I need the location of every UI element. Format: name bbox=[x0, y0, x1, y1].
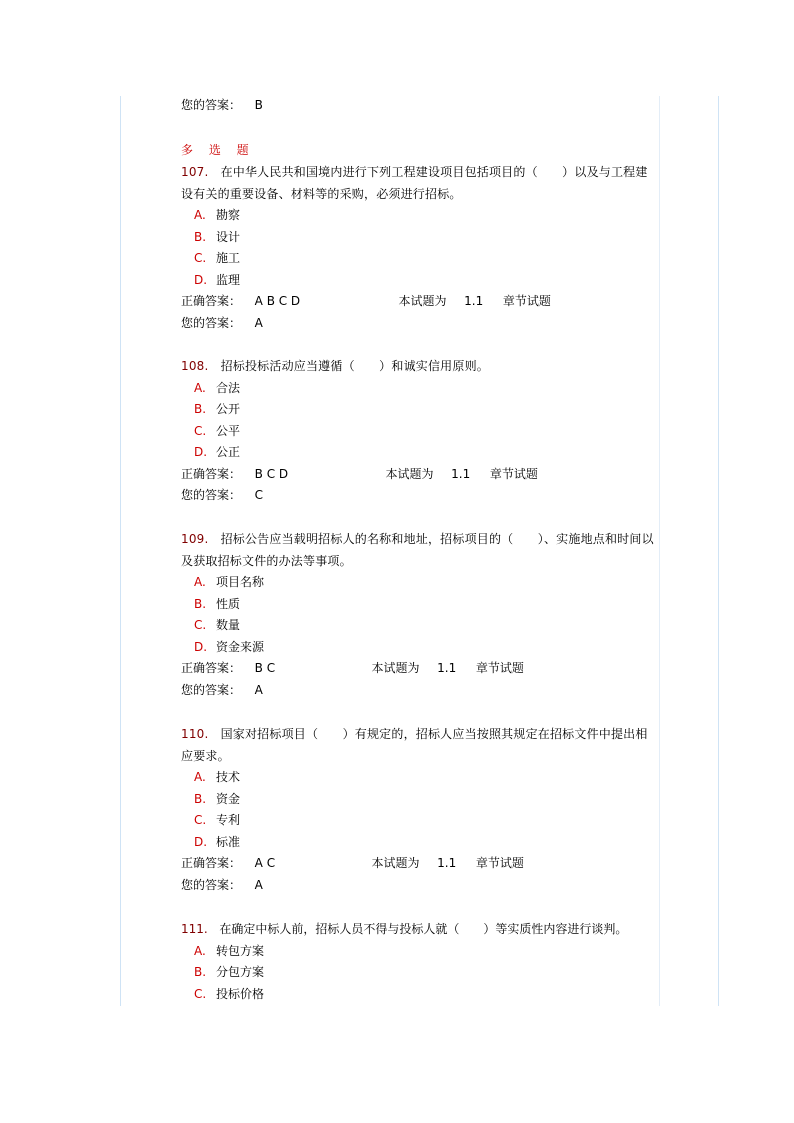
question-stem: 在中华人民共和国境内进行下列工程建设项目包括项目的（ ）以及与工程建设有关的重要设备、材料等的采购，必须进行招标。 bbox=[181, 165, 648, 201]
your-answer-label: 您的答案： bbox=[181, 488, 242, 502]
correct-answer-label: 正确答案： bbox=[181, 294, 242, 308]
option-letter: C. bbox=[194, 251, 207, 265]
section-block bbox=[181, 140, 659, 162]
option-text: 公开 bbox=[216, 402, 241, 416]
option-letter: D. bbox=[194, 639, 208, 654]
question-111 bbox=[181, 919, 659, 1005]
question-110 bbox=[181, 724, 659, 896]
score-value: 1.1 bbox=[437, 661, 457, 675]
correct-answer-value: B C D bbox=[254, 466, 289, 481]
question-number: 109. bbox=[181, 532, 209, 546]
option-letter: B. bbox=[194, 229, 207, 244]
option-letter: C. bbox=[194, 986, 207, 1001]
your-answer-value: C bbox=[254, 488, 264, 502]
your-answer-value: A bbox=[254, 682, 263, 697]
option-a bbox=[181, 205, 659, 227]
score-label: 本试题为 bbox=[371, 856, 420, 870]
correct-answer-label: 正确答案： bbox=[181, 661, 242, 675]
your-answer-label: 您的答案： bbox=[181, 682, 242, 697]
score-value: 1.1 bbox=[464, 294, 484, 308]
question-text bbox=[181, 162, 659, 205]
option-letter: D. bbox=[194, 272, 208, 287]
score-label: 本试题为 bbox=[385, 466, 434, 481]
option-a bbox=[181, 572, 659, 594]
your-answer-row bbox=[181, 875, 659, 897]
your-answer-value: B bbox=[254, 98, 263, 112]
option-text: 数量 bbox=[216, 618, 241, 632]
option-letter: B. bbox=[194, 791, 207, 806]
your-answer-row bbox=[181, 313, 659, 335]
content-right-line bbox=[659, 96, 660, 1006]
option-d bbox=[181, 637, 659, 659]
question-number: 111. bbox=[181, 922, 208, 936]
question-text bbox=[181, 529, 659, 572]
option-text: 施工 bbox=[216, 251, 241, 265]
option-text: 设计 bbox=[216, 229, 241, 244]
chapter-label: 章节试题 bbox=[475, 661, 524, 675]
option-letter: A. bbox=[194, 208, 206, 222]
correct-answer-value: A B C D bbox=[254, 294, 301, 308]
correct-answer-label: 正确答案： bbox=[181, 466, 242, 481]
question-stem: 在确定中标人前，招标人员不得与投标人就（ ）等实质性内容进行谈判。 bbox=[219, 922, 628, 936]
option-b bbox=[181, 399, 659, 421]
option-text: 公正 bbox=[216, 445, 241, 459]
option-text: 专利 bbox=[216, 813, 241, 827]
option-a bbox=[181, 378, 659, 400]
option-d bbox=[181, 442, 659, 464]
option-b bbox=[181, 789, 659, 811]
option-text: 投标价格 bbox=[216, 986, 265, 1001]
chapter-label: 章节试题 bbox=[502, 294, 551, 308]
option-text: 标准 bbox=[216, 834, 241, 849]
your-answer-value: A bbox=[254, 877, 263, 892]
option-a bbox=[181, 941, 659, 963]
question-text bbox=[181, 724, 659, 767]
option-text: 资金 bbox=[216, 791, 241, 806]
question-stem: 国家对招标项目（ ）有规定的，招标人应当按照其规定在招标文件中提出相应要求。 bbox=[181, 727, 648, 763]
option-d bbox=[181, 832, 659, 854]
option-letter: B. bbox=[194, 402, 207, 416]
question-109 bbox=[181, 529, 659, 701]
score-label: 本试题为 bbox=[371, 661, 420, 675]
your-answer-label: 您的答案： bbox=[181, 315, 242, 330]
option-c bbox=[181, 421, 659, 443]
option-b bbox=[181, 962, 659, 984]
question-text bbox=[181, 356, 659, 378]
option-text: 性质 bbox=[216, 596, 241, 611]
chapter-label: 章节试题 bbox=[489, 466, 538, 481]
option-letter: B. bbox=[194, 965, 207, 979]
question-text bbox=[181, 919, 659, 941]
option-letter: A. bbox=[194, 380, 206, 395]
correct-answer-row bbox=[181, 464, 659, 486]
correct-answer-row bbox=[181, 853, 659, 875]
question-108 bbox=[181, 356, 659, 507]
option-text: 监理 bbox=[216, 272, 241, 287]
score-value: 1.1 bbox=[437, 856, 457, 870]
option-letter: C. bbox=[194, 423, 207, 438]
question-107 bbox=[181, 162, 659, 334]
option-d bbox=[181, 270, 659, 292]
correct-answer-label: 正确答案： bbox=[181, 856, 242, 870]
option-c bbox=[181, 615, 659, 637]
option-b bbox=[181, 227, 659, 249]
your-answer-value: A bbox=[254, 315, 263, 330]
option-text: 技术 bbox=[216, 770, 241, 784]
option-c bbox=[181, 248, 659, 270]
right-border-line bbox=[718, 96, 719, 1006]
question-stem: 招标公告应当载明招标人的名称和地址，招标项目的（ ）、实施地点和时间以及获取招标文件的办法等事项。 bbox=[181, 532, 654, 568]
question-stem: 招标投标活动应当遵循（ ）和诚实信用原则。 bbox=[220, 359, 489, 373]
option-letter: D. bbox=[194, 445, 208, 459]
top-answer-block bbox=[181, 95, 659, 117]
score-value: 1.1 bbox=[451, 466, 471, 481]
your-answer-label: 您的答案： bbox=[181, 877, 242, 892]
question-number: 107. bbox=[181, 165, 209, 179]
option-text: 资金来源 bbox=[216, 639, 265, 654]
option-letter: C. bbox=[194, 813, 207, 827]
chapter-label: 章节试题 bbox=[475, 856, 524, 870]
score-label: 本试题为 bbox=[398, 294, 447, 308]
option-a bbox=[181, 767, 659, 789]
correct-answer-row bbox=[181, 658, 659, 680]
correct-answer-value: A C bbox=[254, 856, 276, 870]
option-text: 合法 bbox=[216, 380, 241, 395]
option-text: 项目名称 bbox=[216, 575, 265, 589]
correct-answer-row bbox=[181, 291, 659, 313]
your-answer-row bbox=[181, 680, 659, 702]
correct-answer-value: B C bbox=[254, 661, 276, 675]
option-letter: A. bbox=[194, 943, 206, 958]
option-c bbox=[181, 810, 659, 832]
question-number: 108. bbox=[181, 359, 209, 373]
option-b bbox=[181, 594, 659, 616]
option-letter: D. bbox=[194, 834, 208, 849]
option-text: 分包方案 bbox=[216, 965, 265, 979]
option-letter: C. bbox=[194, 618, 207, 632]
option-c bbox=[181, 984, 659, 1006]
option-text: 勘察 bbox=[216, 208, 241, 222]
your-answer-row bbox=[181, 95, 659, 117]
left-border-line bbox=[120, 96, 121, 1006]
option-text: 公平 bbox=[216, 423, 241, 438]
option-letter: A. bbox=[194, 770, 206, 784]
option-text: 转包方案 bbox=[216, 943, 265, 958]
option-letter: A. bbox=[194, 575, 206, 589]
section-title: 多 选 题 bbox=[181, 143, 255, 157]
your-answer-label: 您的答案： bbox=[181, 98, 242, 112]
your-answer-row bbox=[181, 485, 659, 507]
question-number: 110. bbox=[181, 727, 209, 741]
option-letter: B. bbox=[194, 596, 207, 611]
